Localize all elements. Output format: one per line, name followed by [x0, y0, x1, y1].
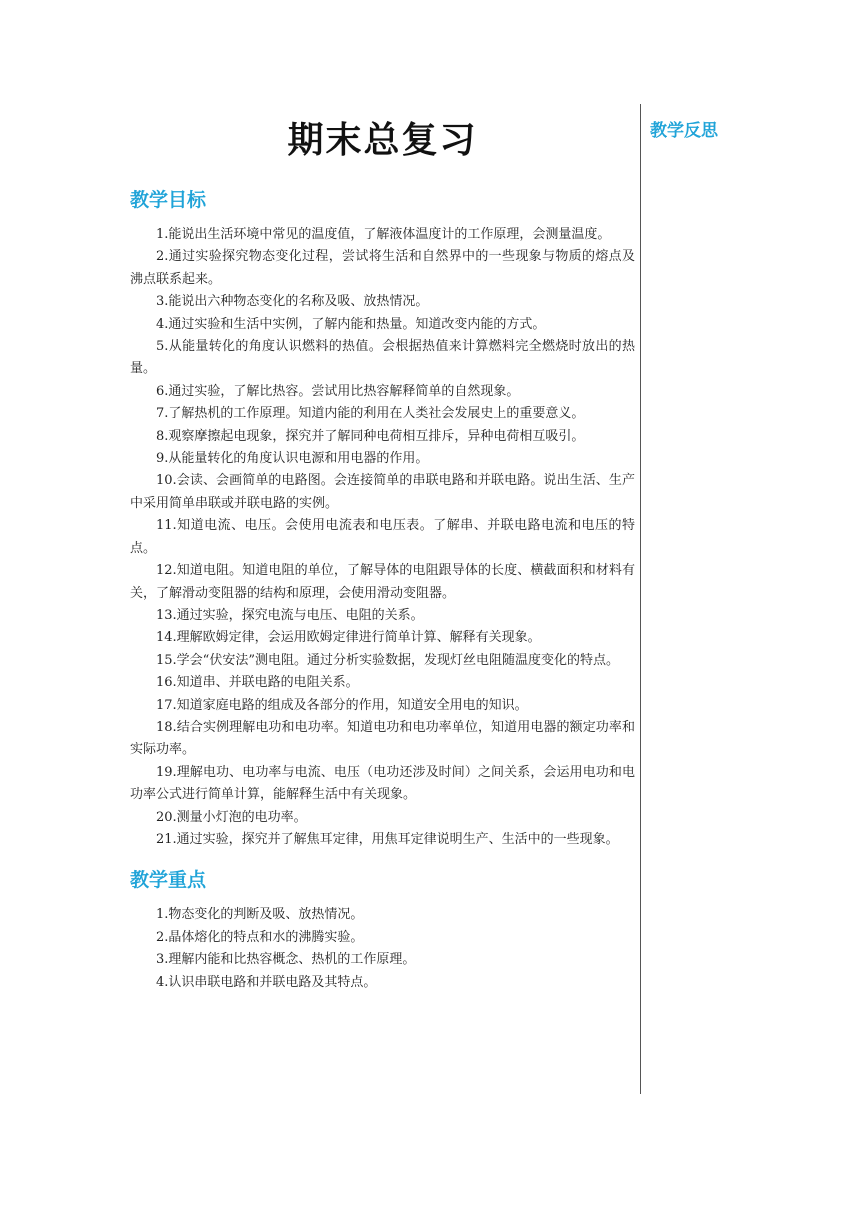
key-points-list — [130, 904, 635, 994]
list-item: 10.会读、会画简单的电路图。会连接简单的串联电路和并联电路。说出生活、生产中采用简单串联或并联电路的实例。 — [130, 473, 635, 511]
column-divider — [640, 104, 641, 1094]
list-item: 17.知道家庭电路的组成及各部分的作用，知道安全用电的知识。 — [156, 697, 528, 713]
main-content — [130, 112, 635, 1008]
page-title: 期末总复习 — [287, 120, 478, 161]
list-item: 4.通过实验和生活中实例，了解内能和热量。知道改变内能的方式。 — [156, 316, 546, 332]
goals-list — [130, 224, 635, 851]
list-item: 16.知道串、并联电路的电阻关系。 — [156, 675, 359, 691]
list-item: 21.通过实验，探究并了解焦耳定律，用焦耳定律说明生产、生活中的一些现象。 — [156, 831, 619, 847]
list-item: 2.通过实验探究物态变化过程，尝试将生活和自然界中的一些现象与物质的熔点及沸点联系起来。 — [130, 249, 635, 287]
key-points-heading: 教学重点 — [130, 869, 207, 892]
list-item: 9.从能量转化的角度认识电源和用电器的作用。 — [156, 451, 429, 467]
list-item: 6.通过实验，了解比热容。尝试用比热容解释简单的自然现象。 — [156, 383, 520, 399]
list-item: 4.认识串联电路和并联电路及其特点。 — [156, 974, 377, 990]
list-item: 1.能说出生活环境中常见的温度值，了解液体温度计的工作原理，会测量温度。 — [156, 227, 611, 242]
list-item: 18.结合实例理解电功和电功率。知道电功和电功率单位，知道用电器的额定功率和实际功率。 — [130, 719, 635, 758]
list-item: 14.理解欧姆定律，会运用欧姆定律进行简单计算、解释有关现象。 — [156, 630, 541, 646]
list-item: 2.晶体熔化的特点和水的沸腾实验。 — [156, 929, 364, 945]
list-item: 1.物态变化的判断及吸、放热情况。 — [156, 907, 364, 923]
list-item: 13.通过实验，探究电流与电压、电阻的关系。 — [156, 607, 424, 623]
list-item: 5.从能量转化的角度认识燃料的热值。会根据热值来计算燃料完全燃烧时放出的热量。 — [130, 339, 635, 377]
list-item: 8.观察摩擦起电现象，探究并了解同种电荷相互排斥，异种电荷相互吸引。 — [156, 428, 585, 444]
list-item: 15.学会“伏安法”测电阻。通过分析实验数据，发现灯丝电阻随温度变化的特点。 — [156, 652, 619, 668]
goals-heading: 教学目标 — [130, 189, 207, 211]
list-item: 3.能说出六种物态变化的名称及吸、放热情况。 — [156, 294, 429, 310]
list-item: 11.知道电流、电压。会使用电流表和电压表。了解串、并联电路电流和电压的特点。 — [130, 518, 635, 556]
list-item: 20.测量小灯泡的电功率。 — [156, 809, 307, 825]
list-item: 19.理解电功、电功率与电流、电压（电功还涉及时间）之间关系，会运用电功和电功率公式进行简单计算，能解释生活中有关现象。 — [130, 764, 635, 803]
list-item: 3.理解内能和比热容概念、热机的工作原理。 — [156, 952, 416, 968]
list-item: 7.了解热机的工作原理。知道内能的利用在人类社会发展史上的重要意义。 — [156, 406, 585, 422]
reflection-heading: 教学反思 — [650, 121, 718, 141]
list-item: 12.知道电阻。知道电阻的单位，了解导体的电阻跟导体的长度、横截面积和材料有关，了解滑动变阻器的结构和原理，会使用滑动变阻器。 — [130, 563, 635, 601]
